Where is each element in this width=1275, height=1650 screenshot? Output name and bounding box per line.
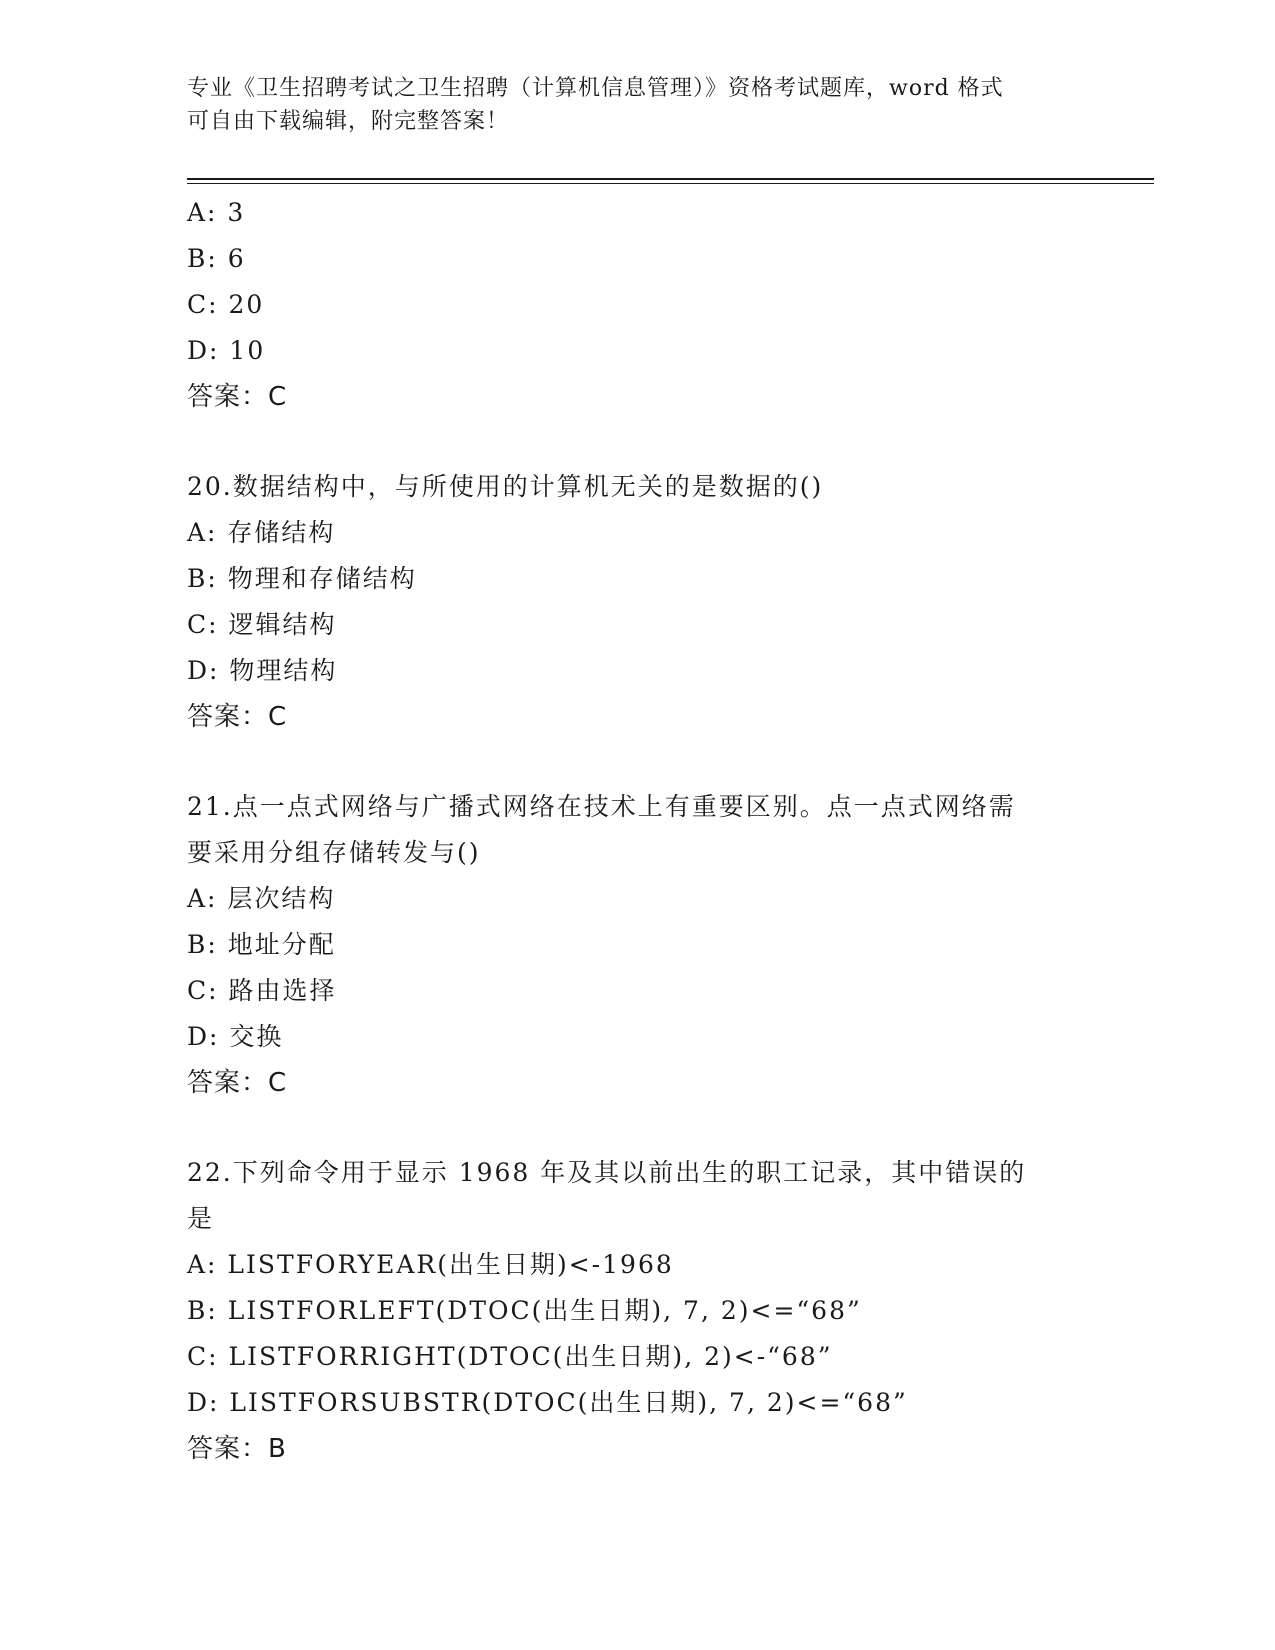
- document-header: [187, 72, 1067, 138]
- answer: 答案：C: [187, 1068, 288, 1098]
- question-block-prev: [187, 190, 1087, 420]
- option-a: A: 层次结构: [187, 884, 336, 913]
- option-a: A: 存储结构: [187, 518, 336, 547]
- option-b: B: LISTFORLEFT(DTOC(出生日期), 7, 2)<=“68”: [187, 1296, 862, 1325]
- option-c: C: 逻辑结构: [187, 610, 337, 639]
- header-rule-thick: [187, 178, 1154, 180]
- option-c: C: LISTFORRIGHT(DTOC(出生日期), 2)<-“68”: [187, 1342, 833, 1371]
- option-d: D: 交换: [187, 1022, 284, 1051]
- question-text-line-2: 是: [187, 1204, 215, 1233]
- question-block-22: [187, 1150, 1087, 1472]
- question-text-line-2: 要采用分组存储转发与(): [187, 838, 481, 867]
- option-a: A: 3: [187, 198, 246, 227]
- option-a: A: LISTFORYEAR(出生日期)<-1968: [187, 1250, 674, 1279]
- answer: 答案：B: [187, 1434, 287, 1464]
- option-c: C: 路由选择: [187, 976, 337, 1005]
- option-d: D: 物理结构: [187, 656, 338, 685]
- option-d: D: 10: [187, 336, 266, 365]
- question-text-line-1: 21.点一点式网络与广播式网络在技术上有重要区别。点一点式网络需: [187, 792, 1016, 821]
- option-d: D: LISTFORSUBSTR(DTOC(出生日期), 7, 2)<=“68”: [187, 1388, 908, 1417]
- header-line-1: 专业《卫生招聘考试之卫生招聘（计算机信息管理）》资格考试题库，word 格式: [187, 76, 1004, 101]
- answer: 答案：C: [187, 702, 288, 732]
- answer: 答案：C: [187, 382, 288, 412]
- option-b: B: 物理和存储结构: [187, 564, 417, 593]
- question-text: 20.数据结构中，与所使用的计算机无关的是数据的(): [187, 472, 824, 501]
- option-b: B: 地址分配: [187, 930, 336, 959]
- option-c: C: 20: [187, 290, 265, 319]
- question-list: [187, 190, 1087, 1472]
- question-block-20: [187, 464, 1087, 740]
- option-b: B: 6: [187, 244, 246, 273]
- header-rule-thin: [187, 183, 1154, 184]
- question-text-line-1: 22.下列命令用于显示 1968 年及其以前出生的职工记录，其中错误的: [187, 1158, 1027, 1187]
- header-line-2: 可自由下载编辑，附完整答案！: [187, 109, 510, 134]
- question-block-21: [187, 784, 1087, 1106]
